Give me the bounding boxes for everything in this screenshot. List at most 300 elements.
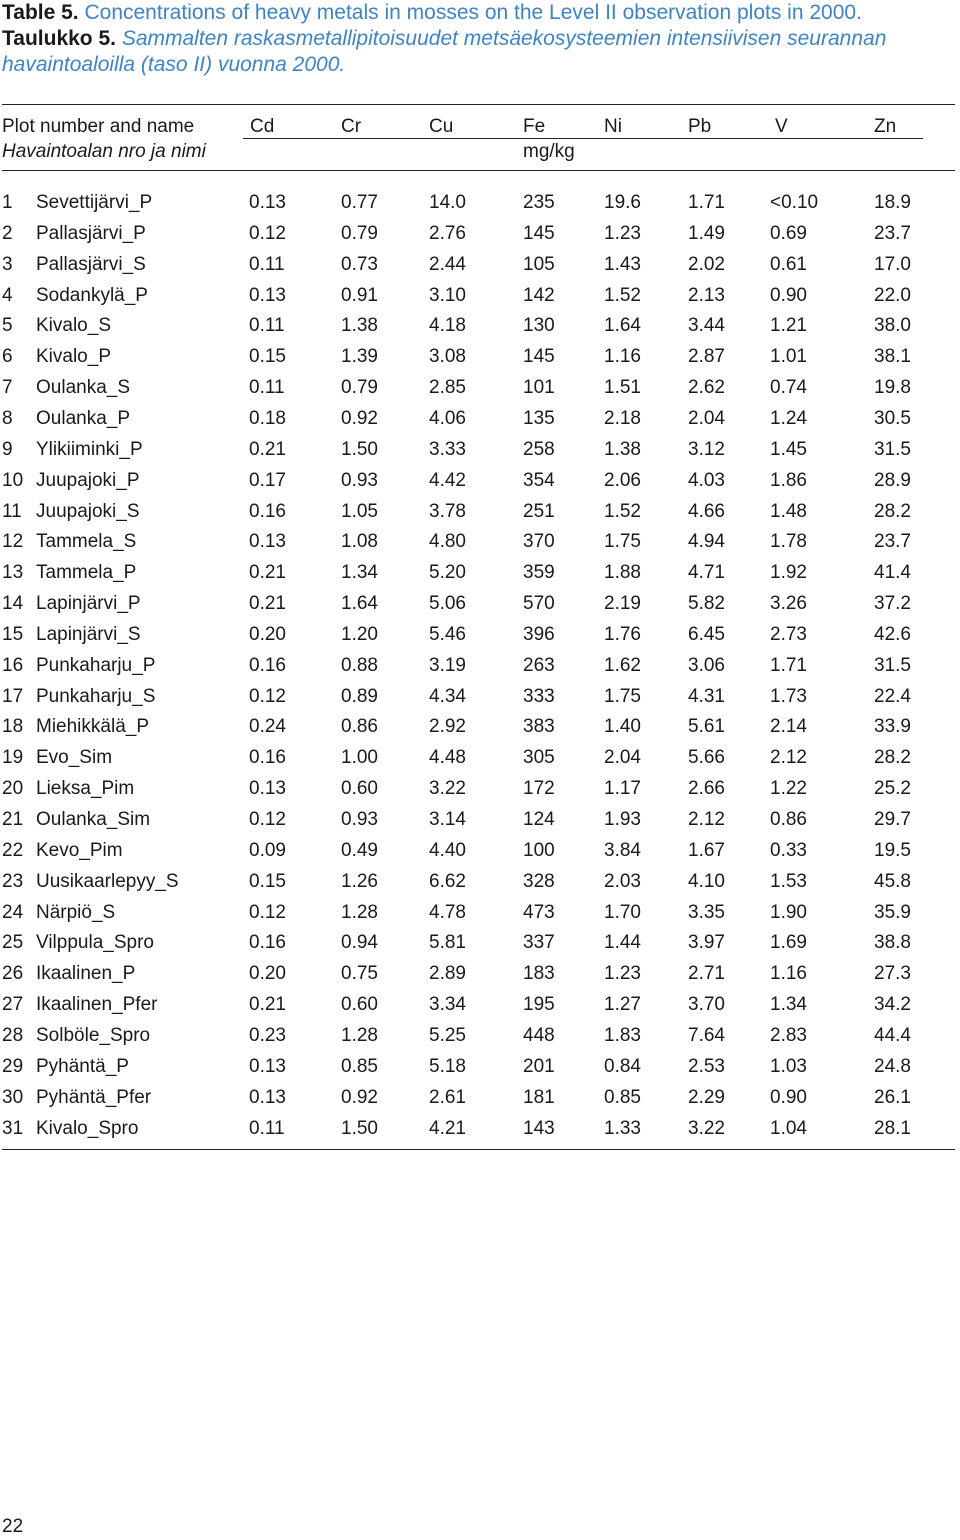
- v-value: 0.86: [770, 809, 807, 830]
- pb-value: 2.87: [688, 346, 725, 368]
- cr-value: 0.60: [341, 778, 378, 800]
- cr-value: 1.64: [341, 593, 378, 615]
- header-plot-en: Plot number and name: [2, 116, 195, 137]
- cd-value: 0.15: [249, 346, 286, 368]
- fe-value: 570: [523, 593, 555, 615]
- cd-value: 0.11: [249, 377, 285, 399]
- zn-value: 23.7: [874, 531, 911, 553]
- cd-value: 0.11: [249, 253, 285, 275]
- cd-value: 0.24: [249, 716, 286, 738]
- zn-value: 22.4: [874, 685, 911, 707]
- cd-value: 0.21: [249, 438, 286, 460]
- fe-value: 337: [523, 932, 555, 954]
- pb-value: 4.71: [688, 562, 725, 584]
- cu-value: 4.06: [429, 407, 466, 429]
- v-value: 1.92: [770, 562, 807, 584]
- pb-value: 3.70: [688, 994, 725, 1016]
- ni-value: 1.40: [604, 716, 641, 738]
- caption-text-fi: Sammalten raskasmetallipitoisuudet metsäekosysteemien intensiivisen seurannan: [115, 27, 887, 50]
- cr-value: 0.77: [341, 192, 378, 213]
- plot-name: Lieksa_Pim: [36, 778, 135, 800]
- plot-number: 30: [2, 1086, 24, 1108]
- header-col-zn: Zn: [874, 116, 897, 137]
- cd-value: 0.11: [249, 1117, 285, 1139]
- plot-number: 1: [2, 192, 13, 213]
- ni-value: 1.75: [604, 685, 641, 707]
- ni-value: 1.23: [604, 222, 641, 244]
- cr-value: 0.92: [341, 1086, 378, 1108]
- plot-number: 9: [2, 438, 13, 460]
- fe-value: 101: [523, 377, 555, 399]
- zn-value: 29.7: [874, 809, 911, 830]
- cu-value: 3.78: [429, 500, 466, 522]
- plot-name: Pallasjärvi_P: [36, 222, 146, 244]
- header-plot-fi: Havaintoalan nro ja nimi: [2, 141, 206, 162]
- cr-value: 0.93: [341, 469, 378, 491]
- v-value: 1.04: [770, 1117, 807, 1139]
- plot-number: 29: [2, 1055, 24, 1077]
- ni-value: 1.51: [604, 377, 641, 399]
- v-value: 1.71: [770, 654, 807, 676]
- ni-value: 1.88: [604, 562, 641, 584]
- cu-value: 2.92: [429, 716, 466, 738]
- table-row: [0, 651, 960, 682]
- pb-value: 1.67: [688, 839, 725, 861]
- table-caption: [2, 0, 952, 78]
- pb-value: 4.10: [688, 870, 725, 892]
- pb-value: 3.22: [688, 1117, 725, 1139]
- v-value: 0.90: [770, 284, 807, 306]
- plot-number: 27: [2, 994, 24, 1016]
- v-value: 1.45: [770, 438, 807, 460]
- cr-value: 1.20: [341, 623, 378, 645]
- cu-value: 4.42: [429, 469, 466, 491]
- cd-value: 0.20: [249, 623, 286, 645]
- header-col-v: V: [775, 116, 788, 137]
- page-number: 22: [2, 1516, 24, 1537]
- v-value: 1.22: [770, 778, 807, 800]
- caption-text-en: Concentrations of heavy metals in mosses on the Level II observation plots in 2000.: [78, 1, 862, 24]
- plot-name: Ikaalinen_P: [36, 963, 136, 985]
- plot-name: Närpiö_S: [36, 901, 116, 923]
- zn-value: 25.2: [874, 778, 911, 800]
- cu-value: 5.81: [429, 932, 466, 954]
- plot-name: Tammela_P: [36, 562, 137, 584]
- fe-value: 181: [523, 1086, 555, 1108]
- plot-number: 18: [2, 716, 24, 738]
- cd-value: 0.21: [249, 994, 286, 1016]
- cd-value: 0.13: [249, 531, 286, 553]
- ni-value: 1.83: [604, 1024, 641, 1046]
- cr-value: 1.39: [341, 346, 378, 368]
- pb-value: 3.44: [688, 315, 725, 337]
- cd-value: 0.09: [249, 839, 286, 861]
- plot-name: Pyhäntä_Pfer: [36, 1086, 152, 1108]
- cu-value: 3.34: [429, 994, 466, 1016]
- table-row: [0, 466, 960, 497]
- cr-value: 0.86: [341, 716, 378, 738]
- v-value: 1.86: [770, 469, 807, 491]
- fe-value: 145: [523, 346, 555, 368]
- pb-value: 4.03: [688, 469, 725, 491]
- ni-value: 1.17: [604, 778, 641, 800]
- cd-value: 0.12: [249, 222, 286, 244]
- pb-value: 2.71: [688, 963, 725, 985]
- cu-value: 4.78: [429, 901, 466, 923]
- fe-value: 201: [523, 1055, 555, 1077]
- plot-number: 26: [2, 963, 24, 985]
- ni-value: 1.43: [604, 253, 641, 275]
- plot-number: 2: [2, 222, 13, 244]
- plot-name: Vilppula_Spro: [36, 932, 154, 954]
- plot-name: Sodankylä_P: [36, 284, 148, 306]
- zn-value: 28.1: [874, 1117, 911, 1139]
- plot-number: 25: [2, 932, 24, 954]
- zn-value: 31.5: [874, 654, 911, 676]
- pb-value: 2.62: [688, 377, 725, 399]
- plot-name: Miehikkälä_P: [36, 716, 149, 738]
- ni-value: 2.19: [604, 593, 641, 615]
- fe-value: 328: [523, 870, 555, 892]
- cu-value: 3.10: [429, 284, 466, 306]
- table-row: [0, 527, 960, 558]
- zn-value: 42.6: [874, 623, 911, 645]
- caption-label-en: Table 5.: [2, 1, 79, 24]
- v-value: 0.74: [770, 377, 807, 399]
- cd-value: 0.23: [249, 1024, 286, 1046]
- table-row: [0, 867, 960, 898]
- v-value: 1.73: [770, 685, 807, 707]
- cd-value: 0.16: [249, 654, 286, 676]
- plot-name: Oulanka_Sim: [36, 809, 151, 830]
- cr-value: 1.50: [341, 438, 378, 460]
- cr-value: 0.92: [341, 407, 378, 429]
- plot-name: Juupajoki_S: [36, 500, 140, 522]
- header-bottom-rule: [2, 170, 955, 171]
- pb-value: 4.31: [688, 685, 725, 707]
- cu-value: 3.14: [429, 809, 466, 830]
- caption-text-fi-cont: havaintoaloilla (taso II) vuonna 2000.: [2, 53, 346, 76]
- fe-value: 142: [523, 284, 555, 306]
- plot-name: Kivalo_P: [36, 346, 111, 368]
- zn-value: 37.2: [874, 593, 911, 615]
- plot-name: Kevo_Pim: [36, 839, 123, 861]
- pb-value: 3.97: [688, 932, 725, 954]
- cr-value: 0.49: [341, 839, 378, 861]
- cd-value: 0.16: [249, 747, 286, 769]
- table-row: [0, 1021, 960, 1052]
- plot-name: Kivalo_S: [36, 315, 111, 337]
- plot-name: Kivalo_Spro: [36, 1117, 139, 1139]
- cu-value: 5.18: [429, 1055, 466, 1077]
- pb-value: 2.29: [688, 1086, 725, 1108]
- cu-value: 2.89: [429, 963, 466, 985]
- plot-name: Tammela_S: [36, 531, 137, 553]
- pb-value: 7.64: [688, 1024, 725, 1046]
- v-value: 0.61: [770, 253, 807, 275]
- cr-value: 0.79: [341, 377, 378, 399]
- fe-value: 473: [523, 901, 555, 923]
- plot-number: 12: [2, 531, 24, 553]
- v-value: 2.12: [770, 747, 807, 769]
- cr-value: 0.91: [341, 284, 378, 306]
- cd-value: 0.15: [249, 870, 286, 892]
- cu-value: 3.08: [429, 346, 466, 368]
- header-col-pb: Pb: [688, 116, 712, 137]
- ni-value: 1.16: [604, 346, 641, 368]
- header-col-ni: Ni: [604, 116, 622, 137]
- table-top-rule: [2, 104, 955, 105]
- cu-value: 4.18: [429, 315, 466, 337]
- cd-value: 0.13: [249, 192, 286, 213]
- zn-value: 17.0: [874, 253, 911, 275]
- cr-value: 1.26: [341, 870, 378, 892]
- plot-number: 16: [2, 654, 24, 676]
- v-value: 0.33: [770, 839, 807, 861]
- cd-value: 0.12: [249, 809, 286, 830]
- table-row: [0, 682, 960, 713]
- plot-number: 23: [2, 870, 24, 892]
- table-row: [0, 589, 960, 620]
- plot-number: 21: [2, 809, 24, 830]
- fe-value: 359: [523, 562, 555, 584]
- plot-number: 19: [2, 747, 24, 769]
- plot-name: Sevettijärvi_P: [36, 192, 153, 213]
- zn-value: 30.5: [874, 407, 911, 429]
- v-value: <0.10: [770, 192, 819, 213]
- plot-name: Uusikaarlepyy_S: [36, 870, 179, 892]
- plot-number: 20: [2, 778, 24, 800]
- plot-name: Punkaharju_P: [36, 654, 156, 676]
- header-col-fe: Fe: [523, 116, 546, 137]
- ni-value: 1.23: [604, 963, 641, 985]
- plot-name: Juupajoki_P: [36, 469, 140, 491]
- ni-value: 1.52: [604, 284, 641, 306]
- pb-value: 5.66: [688, 747, 725, 769]
- ni-value: 3.84: [604, 839, 641, 861]
- cd-value: 0.16: [249, 500, 286, 522]
- cd-value: 0.21: [249, 593, 286, 615]
- plot-name: Punkaharju_S: [36, 685, 156, 707]
- fe-value: 100: [523, 839, 555, 861]
- cu-value: 2.85: [429, 377, 466, 399]
- v-value: 2.73: [770, 623, 807, 645]
- cu-value: 2.44: [429, 253, 466, 275]
- zn-value: 23.7: [874, 222, 911, 244]
- caption-line-3: [2, 52, 952, 78]
- zn-value: 26.1: [874, 1086, 911, 1108]
- fe-value: 145: [523, 222, 555, 244]
- ni-value: 1.33: [604, 1117, 641, 1139]
- v-value: 1.53: [770, 870, 807, 892]
- table-row: [0, 774, 960, 805]
- zn-value: 41.4: [874, 562, 911, 584]
- pb-value: 2.02: [688, 253, 725, 275]
- zn-value: 38.0: [874, 315, 911, 337]
- plot-number: 31: [2, 1117, 24, 1139]
- plot-number: 28: [2, 1024, 24, 1046]
- v-value: 1.69: [770, 932, 807, 954]
- pb-value: 5.61: [688, 716, 725, 738]
- v-value: 1.01: [770, 346, 807, 368]
- zn-value: 44.4: [874, 1024, 911, 1046]
- table-row: [0, 311, 960, 342]
- v-value: 0.69: [770, 222, 807, 244]
- zn-value: 28.2: [874, 747, 911, 769]
- plot-number: 11: [2, 500, 22, 522]
- zn-value: 28.2: [874, 500, 911, 522]
- caption-label-fi: Taulukko 5.: [2, 27, 116, 50]
- fe-value: 383: [523, 716, 555, 738]
- plot-name: Pyhäntä_P: [36, 1055, 129, 1077]
- plot-number: 6: [2, 346, 13, 368]
- zn-value: 45.8: [874, 870, 911, 892]
- table-row: [0, 805, 960, 836]
- zn-value: 19.5: [874, 839, 911, 861]
- cu-value: 4.80: [429, 531, 466, 553]
- plot-number: 10: [2, 469, 24, 491]
- ni-value: 19.6: [604, 192, 641, 213]
- fe-value: 105: [523, 253, 555, 275]
- zn-value: 38.1: [874, 346, 911, 368]
- plot-number: 13: [2, 562, 24, 584]
- zn-value: 38.8: [874, 932, 911, 954]
- fe-value: 235: [523, 192, 555, 213]
- cr-value: 1.28: [341, 1024, 378, 1046]
- v-value: 1.24: [770, 407, 807, 429]
- ni-value: 1.76: [604, 623, 641, 645]
- pb-value: 3.06: [688, 654, 725, 676]
- cu-value: 2.61: [429, 1086, 466, 1108]
- fe-value: 251: [523, 500, 555, 522]
- cr-value: 0.60: [341, 994, 378, 1016]
- ni-value: 1.62: [604, 654, 641, 676]
- plot-name: Evo_Sim: [36, 747, 113, 769]
- table-row: [0, 1052, 960, 1083]
- header-col-cu: Cu: [429, 116, 454, 137]
- pb-value: 6.45: [688, 623, 725, 645]
- table-row: [0, 219, 960, 250]
- v-value: 2.83: [770, 1024, 807, 1046]
- zn-value: 27.3: [874, 963, 911, 985]
- pb-value: 1.71: [688, 192, 725, 213]
- zn-value: 28.9: [874, 469, 911, 491]
- pb-value: 2.13: [688, 284, 725, 306]
- header-col-cd: Cd: [250, 116, 275, 137]
- table-row: [0, 404, 960, 435]
- v-value: 3.26: [770, 593, 807, 615]
- table-bottom-rule: [2, 1149, 955, 1150]
- table-row: [0, 743, 960, 774]
- cr-value: 1.38: [341, 315, 378, 337]
- cd-value: 0.17: [249, 469, 286, 491]
- cr-value: 1.34: [341, 562, 378, 584]
- plot-number: 3: [2, 253, 13, 275]
- cu-value: 5.25: [429, 1024, 466, 1046]
- ni-value: 0.84: [604, 1055, 641, 1077]
- plot-number: 4: [2, 284, 13, 306]
- plot-number: 17: [2, 685, 24, 707]
- pb-value: 2.66: [688, 778, 725, 800]
- cr-value: 0.94: [341, 932, 378, 954]
- fe-value: 354: [523, 469, 555, 491]
- pb-value: 1.49: [688, 222, 725, 244]
- cr-value: 0.88: [341, 654, 378, 676]
- cu-value: 4.48: [429, 747, 466, 769]
- cr-value: 1.05: [341, 500, 378, 522]
- caption-line-1: [2, 0, 952, 26]
- cd-value: 0.13: [249, 778, 286, 800]
- zn-value: 35.9: [874, 901, 911, 923]
- fe-value: 124: [523, 809, 555, 830]
- ni-value: 1.52: [604, 500, 641, 522]
- plot-name: Lapinjärvi_P: [36, 593, 141, 615]
- plot-number: 15: [2, 623, 24, 645]
- plot-number: 22: [2, 839, 24, 861]
- table-row: [0, 342, 960, 373]
- cd-value: 0.12: [249, 685, 286, 707]
- table-row: [0, 959, 960, 990]
- fe-value: 333: [523, 685, 555, 707]
- pb-value: 3.35: [688, 901, 725, 923]
- plot-name: Pallasjärvi_S: [36, 253, 146, 275]
- table-row: [0, 928, 960, 959]
- table-row: [0, 250, 960, 281]
- fe-value: 183: [523, 963, 555, 985]
- fe-value: 130: [523, 315, 555, 337]
- plot-number: 8: [2, 407, 13, 429]
- cr-value: 0.75: [341, 963, 378, 985]
- zn-value: 33.9: [874, 716, 911, 738]
- table-row: [0, 497, 960, 528]
- cu-value: 3.19: [429, 654, 466, 676]
- v-value: 0.90: [770, 1086, 807, 1108]
- table-row: [0, 1114, 960, 1145]
- pb-value: 2.12: [688, 809, 725, 830]
- pb-value: 3.12: [688, 438, 725, 460]
- v-value: 1.21: [770, 315, 807, 337]
- cr-value: 1.08: [341, 531, 378, 553]
- zn-value: 19.8: [874, 377, 911, 399]
- ni-value: 1.64: [604, 315, 641, 337]
- cr-value: 1.28: [341, 901, 378, 923]
- ni-value: 2.06: [604, 469, 641, 491]
- table-row: [0, 188, 960, 219]
- cd-value: 0.12: [249, 901, 286, 923]
- ni-value: 1.93: [604, 809, 641, 830]
- table-row: [0, 898, 960, 929]
- pb-value: 4.66: [688, 500, 725, 522]
- table-row: [0, 281, 960, 312]
- cd-value: 0.18: [249, 407, 286, 429]
- cu-value: 4.21: [429, 1117, 466, 1139]
- cu-value: 5.20: [429, 562, 466, 584]
- ni-value: 1.70: [604, 901, 641, 923]
- cd-value: 0.16: [249, 932, 286, 954]
- table-row: [0, 558, 960, 589]
- cr-value: 0.89: [341, 685, 378, 707]
- cu-value: 4.40: [429, 839, 466, 861]
- v-value: 2.14: [770, 716, 807, 738]
- ni-value: 1.38: [604, 438, 641, 460]
- header-col-cr: Cr: [341, 116, 362, 137]
- ni-value: 2.04: [604, 747, 641, 769]
- fe-value: 195: [523, 994, 555, 1016]
- cr-value: 1.50: [341, 1117, 378, 1139]
- fe-value: 448: [523, 1024, 555, 1046]
- zn-value: 18.9: [874, 192, 911, 213]
- cd-value: 0.11: [249, 315, 285, 337]
